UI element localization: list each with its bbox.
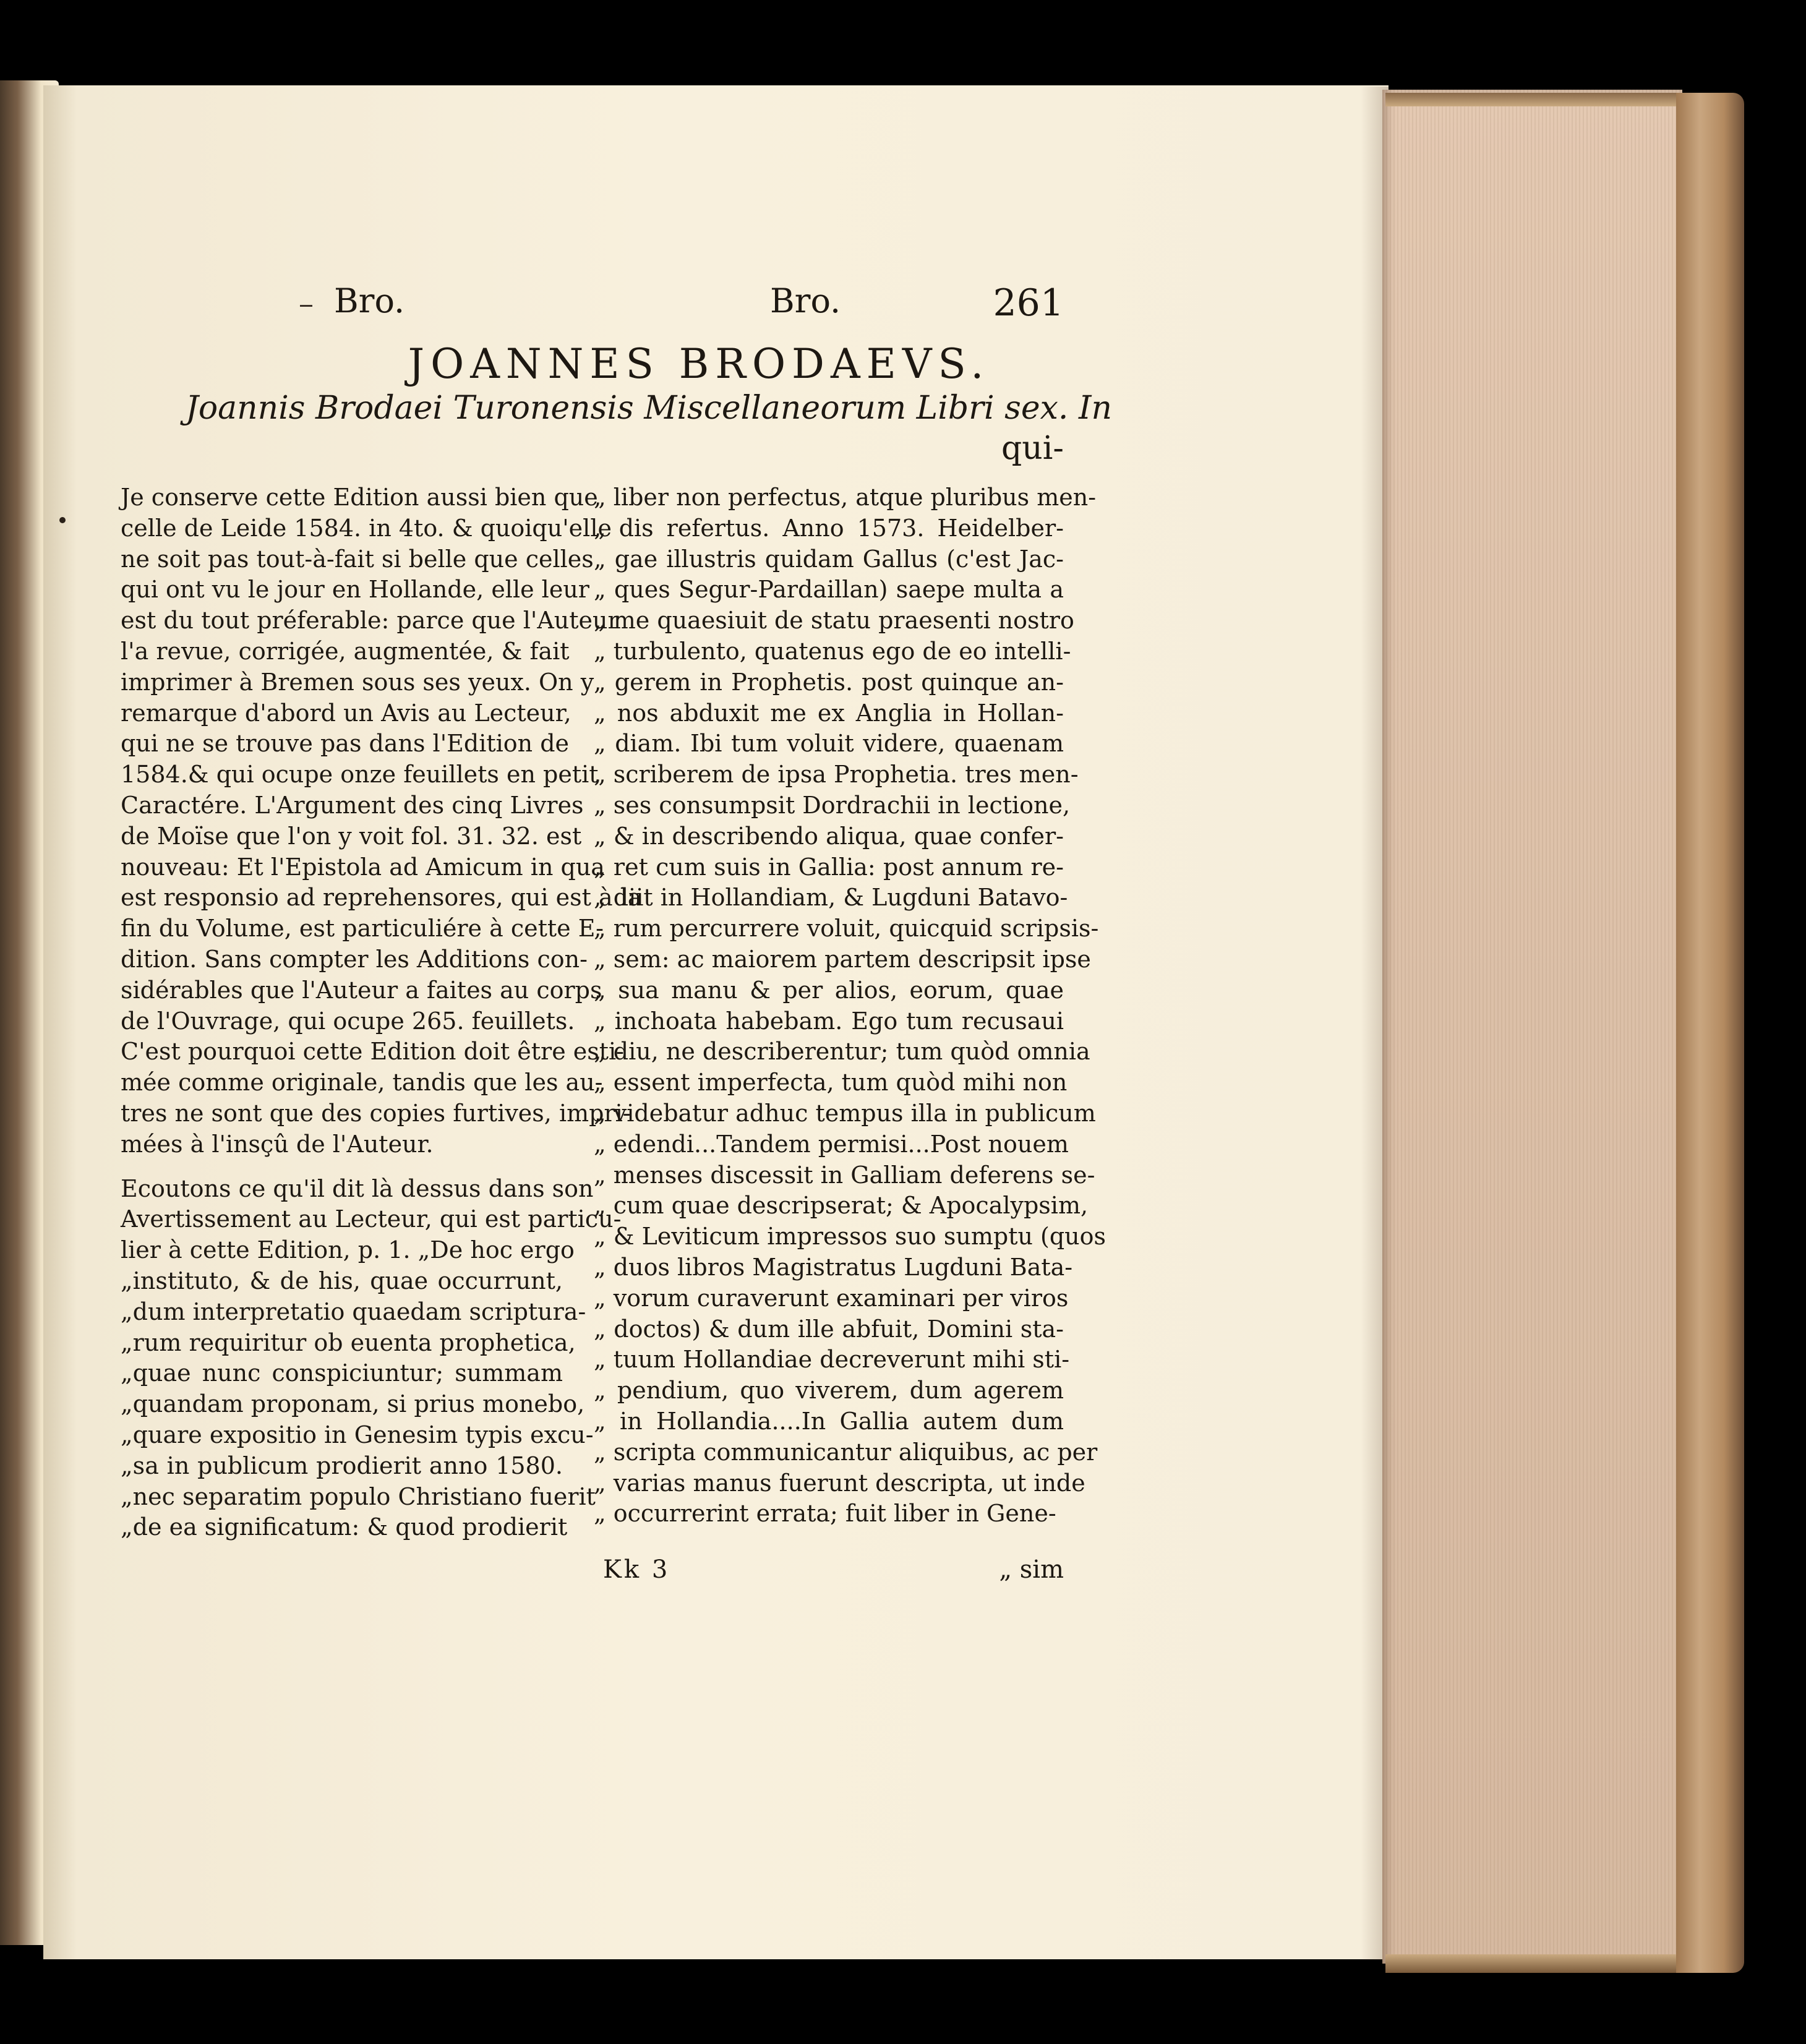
text-line: fin du Volume, est particuliére à cette E-	[121, 915, 604, 943]
text-line: Avertissement au Lecteur, qui est particu-	[121, 1205, 622, 1233]
text-line: „quae nunc conspiciuntur; summam	[121, 1359, 563, 1387]
text-line: „ liber non perfectus, atque pluribus men-	[594, 484, 1097, 511]
text-line: „ scripta communicantur aliquibus, ac per	[594, 1438, 1098, 1466]
text-line: „ in Hollandia....In Gallia autem dum	[594, 1407, 1064, 1435]
text-line: „quare expositio in Genesim typis excu-	[121, 1421, 594, 1448]
page-block-edge	[1382, 90, 1682, 1964]
text-line: „ occurrerint errata; fuit liber in Gene-	[594, 1500, 1056, 1528]
text-line: „ ses consumpsit Dordrachii in lectione,	[594, 791, 1071, 819]
leather-cover-edge	[1676, 93, 1744, 1973]
text-line: celle de Leide 1584. in 4to. & quoiqu'elle	[121, 514, 612, 542]
text-line: ne soit pas tout-à-fait si belle que celles	[121, 545, 594, 573]
text-line: „ dis refertus. Anno 1573. Heidelber-	[594, 514, 1064, 542]
paragraph-2	[121, 1174, 622, 1544]
text-line: remarque d'abord un Avis au Lecteur,	[121, 699, 571, 727]
text-line: lier à cette Edition, p. 1. „De hoc ergo	[121, 1236, 575, 1264]
text-line: est responsio ad reprehensores, qui est à la	[121, 884, 642, 912]
signature-mark: Kk 3	[603, 1555, 670, 1584]
text-line: „ vorum curaverunt examinari per viros	[594, 1284, 1069, 1312]
text-line: „nec separatim populo Christiano fuerit	[121, 1482, 596, 1510]
text-line: de l'Ouvrage, qui ocupe 265. feuillets.	[121, 1007, 575, 1035]
text-line: dition. Sans compter les Additions con-	[121, 945, 588, 973]
text-line: 1584.& qui ocupe onze feuillets en petit	[121, 761, 599, 789]
text-line: „ turbulento, quatenus ego de eo intelli-	[594, 637, 1071, 665]
text-line: „quandam proponam, si prius monebo,	[121, 1390, 585, 1418]
text-line: Ecoutons ce qu'il dit là dessus dans son	[121, 1174, 594, 1202]
text-line: „ tuum Hollandiae decreverunt mihi sti-	[594, 1346, 1070, 1374]
text-line: „rum requiritur ob euenta prophetica,	[121, 1328, 576, 1356]
text-line: „ duos libros Magistratus Lugduni Bata-	[594, 1253, 1073, 1281]
page-number: 261	[993, 281, 1064, 325]
text-line: „ sem: ac maiorem partem descripsit ipse	[594, 945, 1091, 973]
text-line: „ rum percurrere voluit, quicquid scripsis-	[594, 915, 1099, 943]
margin-mark	[59, 517, 66, 523]
text-line: tres ne sont que des copies furtives, impri-	[121, 1099, 631, 1127]
text-line: „ gae illustris quidam Gallus (c'est Jac-	[594, 545, 1064, 573]
catchword: „ sim	[999, 1555, 1064, 1584]
text-line: „ scriberem de ipsa Prophetia. tres men-	[594, 761, 1079, 789]
text-line: mées à l'insçû de l'Auteur.	[121, 1130, 434, 1158]
text-line: l'a revue, corrigée, augmentée, & fait	[121, 637, 570, 665]
entry-title: JOANNES BRODAEVS.	[408, 340, 990, 388]
text-line: „ diit in Hollandiam, & Lugduni Batavo-	[594, 884, 1068, 912]
text-line: mée comme originale, tandis que les au-	[121, 1069, 603, 1097]
right-column	[594, 482, 1106, 1529]
text-line: est du tout préferable: parce que l'Auteur	[121, 607, 619, 635]
text-line: „ menses discessit in Galliam deferens se-	[594, 1161, 1095, 1189]
text-line: nouveau: Et l'Epistola ad Amicum in qua	[121, 853, 605, 881]
text-line: „ cum quae descripserat; & Apocalypsim,	[594, 1192, 1089, 1220]
text-line: „ gerem in Prophetis. post quinque an-	[594, 668, 1064, 696]
text-line: „ pendium, quo viverem, dum agerem	[594, 1377, 1064, 1405]
text-line: de Moïse que l'on y voit fol. 31. 32. est	[121, 822, 582, 850]
text-line: „dum interpretatio quaedam scriptura-	[121, 1298, 586, 1325]
book-title: Joannis Brodaei Turonensis Miscellaneorum Libri sex. In	[186, 390, 1113, 427]
text-line: „ ret cum suis in Gallia: post annum re-	[594, 853, 1064, 881]
book-title-line	[186, 390, 1113, 427]
text-line: „ doctos) & dum ille abfuit, Domini sta-	[594, 1315, 1064, 1343]
header-center: Bro.	[770, 281, 841, 320]
text-line: qui ont vu le jour en Hollande, elle leur	[121, 576, 589, 604]
text-line: „ varias manus fuerunt descripta, ut inde	[594, 1469, 1085, 1497]
text-line: „sa in publicum prodierit anno 1580.	[121, 1452, 563, 1479]
text-line: „ videbatur adhuc tempus illa in publicum	[594, 1099, 1096, 1127]
text-line: C'est pourquoi cette Edition doit être esti-	[121, 1038, 625, 1066]
text-line: „ diam. Ibi tum voluit videre, quaenam	[594, 730, 1064, 758]
text-line: „ inchoata habebam. Ego tum recusaui	[594, 1007, 1064, 1035]
left-column	[121, 482, 642, 1543]
text-line: imprimer à Bremen sous ses yeux. On y	[121, 668, 594, 696]
text-line: „ ques Segur-Pardaillan) saepe multa a	[594, 576, 1064, 604]
text-line: „ nos abduxit me ex Anglia in Hollan-	[594, 699, 1064, 727]
text-line: „ edendi...Tandem permisi...Post nouem	[594, 1130, 1069, 1158]
text-line: „de ea significatum: & quod prodierit	[121, 1513, 568, 1541]
header-left: Bro.	[334, 281, 405, 320]
text-line: „ sua manu & per alios, eorum, quae	[594, 976, 1064, 1004]
text-line: „ & in describendo aliqua, quae confer-	[594, 822, 1064, 850]
text-line: „ & Leviticum impressos suo sumptu (quos	[594, 1223, 1106, 1251]
text-line: „ me quaesiuit de statu praesenti nostro	[594, 607, 1074, 635]
text-line: Caractére. L'Argument des cinq Livres	[121, 791, 584, 819]
text-line: „ essent imperfecta, tum quòd mihi non	[594, 1069, 1068, 1097]
running-header	[334, 281, 1064, 331]
text-line: Je conserve cette Edition aussi bien que	[121, 484, 598, 511]
text-line: „ diu, ne describerentur; tum quòd omnia	[594, 1038, 1090, 1066]
text-line: „instituto, & de his, quae occurrunt,	[121, 1267, 563, 1294]
text-line: sidérables que l'Auteur a faites au corps	[121, 976, 602, 1004]
paragraph-1	[121, 482, 642, 1160]
header-tick-mark	[300, 305, 312, 307]
text-line: qui ne se trouve pas dans l'Edition de	[121, 730, 570, 758]
book-title-continuation: qui-	[1001, 430, 1064, 467]
